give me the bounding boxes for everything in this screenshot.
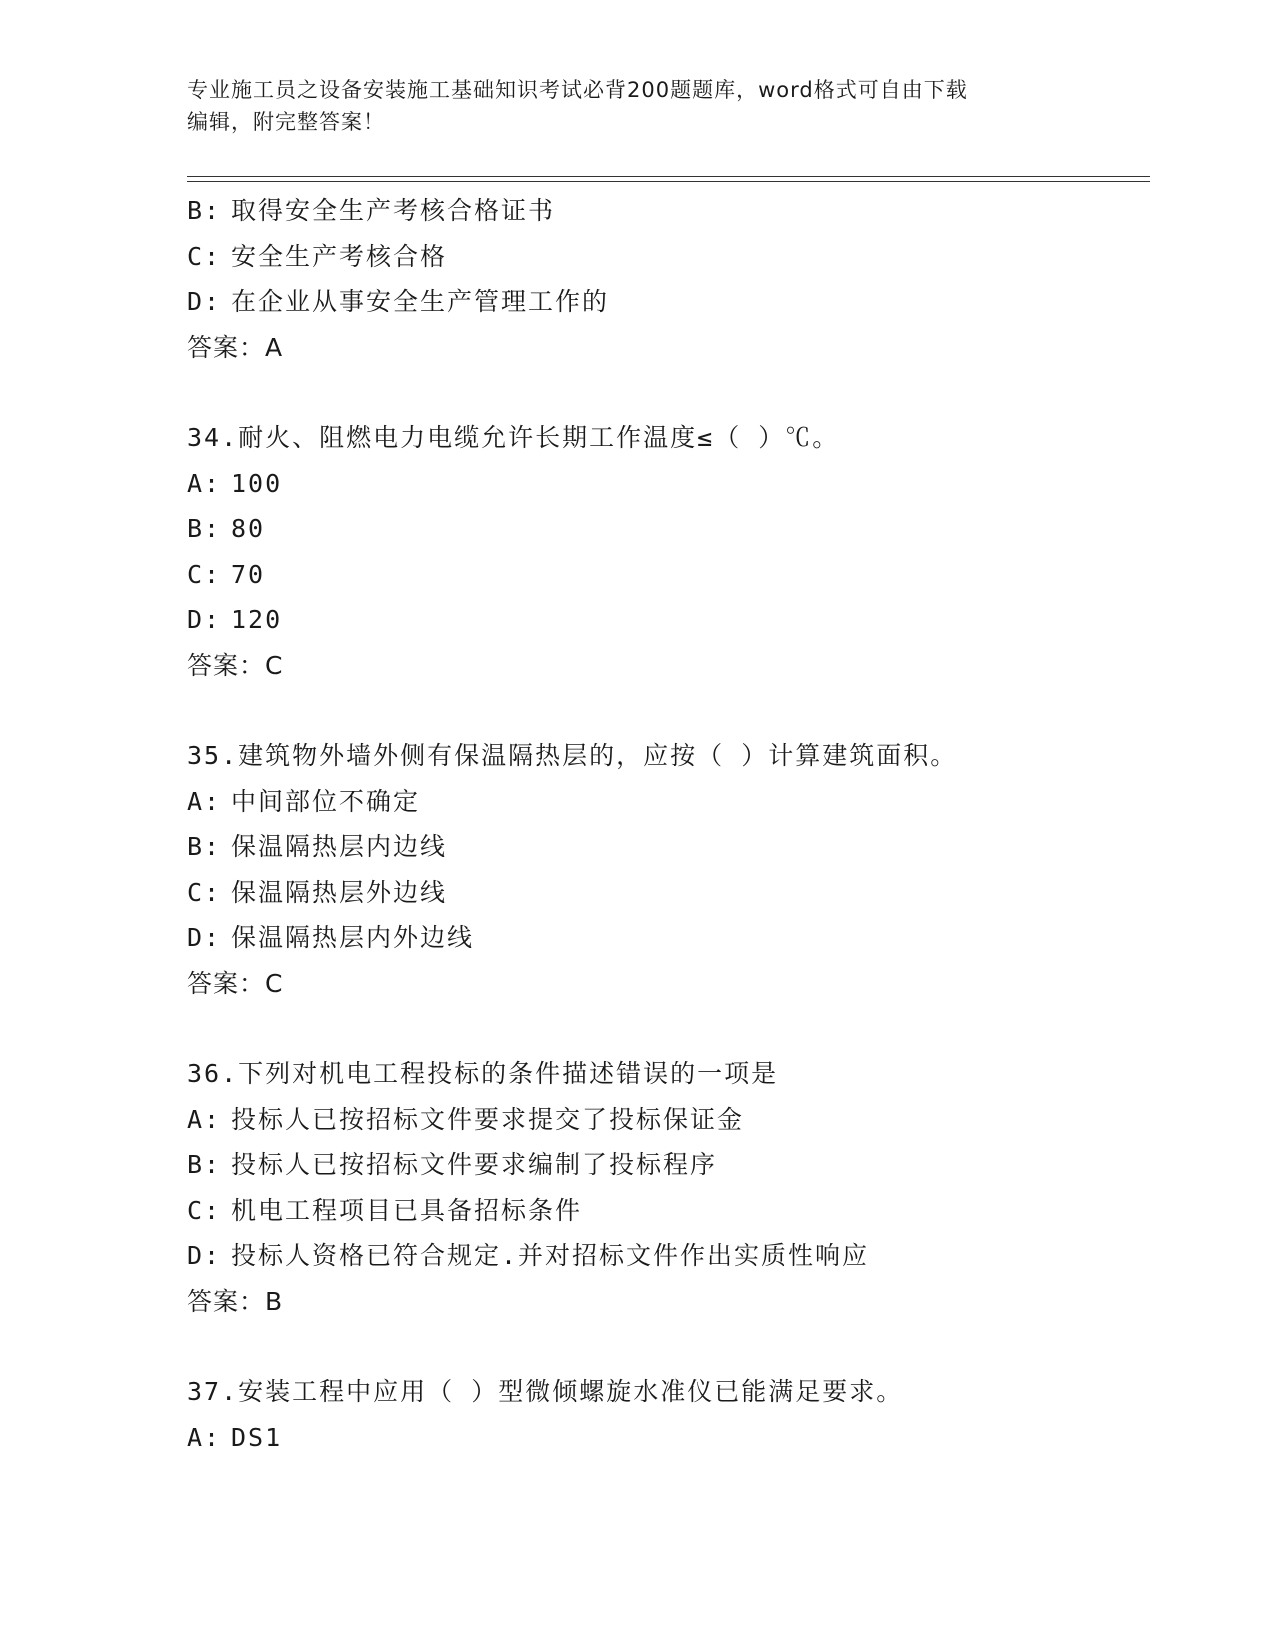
option-a: A: 中间部位不确定 <box>187 786 421 816</box>
document-header <box>187 74 1067 138</box>
question-stem: 36.下列对机电工程投标的条件描述错误的一项是 <box>187 1059 779 1088</box>
question-35 <box>187 733 1137 1006</box>
option-c: C: 机电工程项目已具备招标条件 <box>187 1195 583 1225</box>
answer-line: 答案：B <box>187 1286 284 1316</box>
answer-line: 答案：A <box>187 332 284 362</box>
option-a: A: 投标人已按招标文件要求提交了投标保证金 <box>187 1104 745 1134</box>
option-b: B: 取得安全生产考核合格证书 <box>187 196 556 225</box>
option-c: C: 70 <box>187 559 266 589</box>
option-b: B: 保温隔热层内边线 <box>187 832 448 861</box>
header-title-line-2: 编辑，附完整答案！ <box>187 110 385 134</box>
question-stem: 34.耐火、阻燃电力电缆允许长期工作温度≤（ ）℃。 <box>187 423 840 452</box>
answer-line: 答案：C <box>187 968 284 998</box>
question-list <box>187 188 1137 1460</box>
option-d: D: 投标人资格已符合规定.并对招标文件作出实质性响应 <box>187 1241 870 1270</box>
answer-line: 答案：C <box>187 650 284 680</box>
option-c: C: 安全生产考核合格 <box>187 241 448 271</box>
question-36 <box>187 1051 1137 1324</box>
question-stem: 37.安装工程中应用（ ）型微倾螺旋水准仪已能满足要求。 <box>187 1377 904 1406</box>
option-d: D: 120 <box>187 605 283 634</box>
header-divider-bottom <box>187 181 1150 182</box>
header-divider-top <box>187 176 1150 177</box>
option-d: D: 在企业从事安全生产管理工作的 <box>187 287 610 316</box>
option-b: B: 投标人已按招标文件要求编制了投标程序 <box>187 1150 718 1179</box>
question-stem: 35.建筑物外墙外侧有保温隔热层的，应按（ ）计算建筑面积。 <box>187 741 958 770</box>
question-34 <box>187 415 1137 688</box>
option-a: A: 100 <box>187 468 283 498</box>
option-a: A: DS1 <box>187 1422 283 1452</box>
option-d: D: 保温隔热层内外边线 <box>187 923 475 952</box>
question-33-continuation <box>187 188 1137 370</box>
option-b: B: 80 <box>187 514 266 543</box>
header-title-line-1: 专业施工员之设备安装施工基础知识考试必背200题题库，word格式可自由下载 <box>187 78 968 102</box>
question-37 <box>187 1369 1137 1460</box>
option-c: C: 保温隔热层外边线 <box>187 877 448 907</box>
